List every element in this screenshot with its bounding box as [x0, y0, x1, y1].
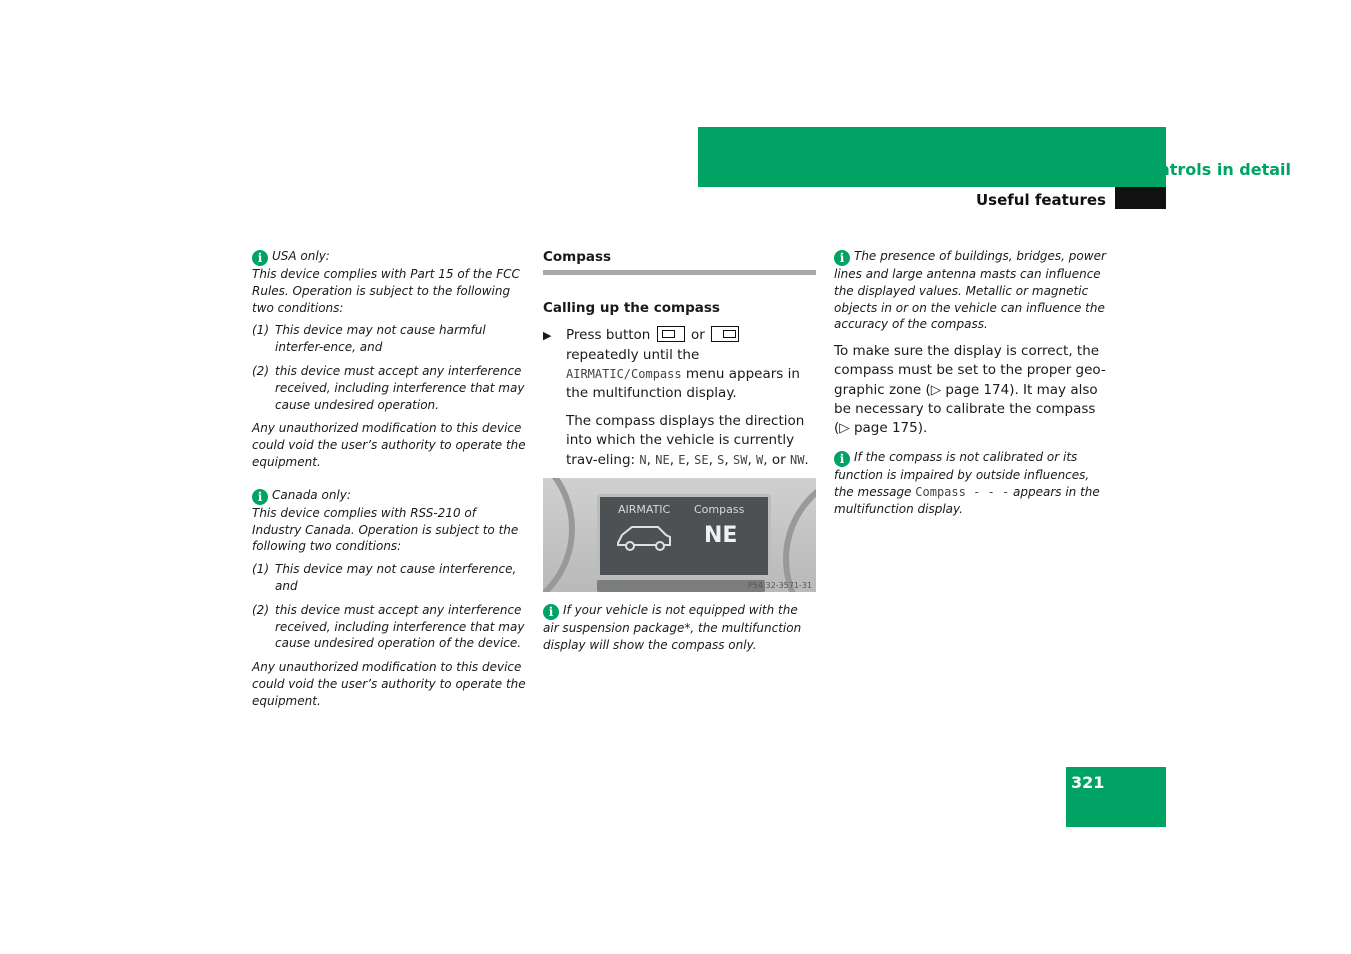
list-item: (2) this device must accept any interference received, including interference that may cause undesired operation of the device.: [252, 602, 525, 651]
canada-intro: This device complies with RSS-210 of Industry Canada. Operation is subject to the following two conditions:: [252, 505, 519, 554]
instrument-cluster-figure: [543, 478, 816, 592]
usa-note: [252, 248, 527, 471]
display-label-compass: Compass: [694, 502, 745, 516]
canada-label: Canada only:: [272, 487, 351, 502]
canada-note: [252, 487, 527, 710]
header-tab-marker: [1115, 187, 1166, 209]
air-suspension-note: i If your vehicle is not equipped with the air suspension package*, the multifunction display will show the compass only.: [543, 602, 802, 652]
header-sub-bar: [698, 187, 1166, 211]
bullet-arrow-icon: ▶: [543, 329, 552, 343]
info-icon: i: [834, 250, 850, 266]
menu-name: AIRMATIC/Compass: [566, 366, 682, 381]
display-label-airmatic: AIRMATIC: [618, 502, 671, 516]
info-icon: i: [252, 250, 268, 266]
info-icon: i: [834, 451, 850, 467]
compass-heading: Compass: [543, 249, 612, 265]
gauge-left: [543, 478, 575, 592]
calibration-message: Compass - - -: [915, 485, 1010, 499]
display-lower-panel: [597, 580, 765, 592]
canada-conditions: [252, 561, 527, 652]
usa-footer: Any unauthorized modification to this device could void the user’s authority to operate the equipment.: [252, 421, 526, 469]
calling-heading: Calling up the compass: [543, 300, 720, 317]
influence-note: i The presence of buildings, bridges, power lines and large antenna masts can influence the displayed values. Metallic or magnetic objects in or on the vehicle can influence the accuracy of the compass.: [834, 249, 1106, 332]
page-number: 321: [1071, 773, 1105, 792]
vehicle-icon: [614, 523, 674, 553]
header-bar: [698, 127, 1166, 187]
zone-text: To make sure the display is correct, the compass must be set to the proper geo-graphic zone (▷ page 174). It may also be necessary to calibrate the compass (▷ page 175).: [834, 343, 1106, 436]
column-left: [252, 248, 527, 710]
gauge-right: [783, 478, 816, 592]
list-item: (1) This device may not cause harmful interfer-ence, and: [252, 323, 486, 355]
list-item: (2) this device must accept any interference received, including interference that may cause undesired operation.: [252, 363, 525, 412]
directions-text: The compass displays the direction into which the vehicle is currently trav-eling: N, NE, E, SE, S, SW, W, or NW.: [566, 413, 809, 468]
calibration-note: i If the compass is not calibrated or its function is impaired by outside influences, the message Compass - - - appears in the multifunction display.: [834, 450, 1100, 516]
display-direction: NE: [704, 522, 738, 548]
canada-footer: Any unauthorized modification to this device could void the user’s authority to operate the equipment.: [252, 660, 526, 708]
multifunction-display: [597, 494, 771, 578]
usa-conditions: [252, 322, 527, 413]
display-next-button-icon: [657, 326, 685, 342]
section-subtitle: Useful features: [975, 191, 1106, 209]
info-icon: i: [252, 489, 268, 505]
usa-intro: This device complies with Part 15 of the FCC Rules. Operation is subject to the following two conditions:: [252, 267, 520, 315]
instruction-step: ▶ Press button or repeatedly until the AIRMATIC/Compass menu appears in the multifunction display. The compass displays the direction into which the vehicle is currently trav-eling: N, NE, E, SE, S, SW, W, or NW.: [543, 326, 816, 469]
usa-label: USA only:: [272, 249, 330, 263]
figure-code: P54.32-3571-31: [747, 580, 812, 590]
section-title: Controls in detail: [1135, 160, 1291, 179]
info-icon: i: [543, 604, 559, 620]
display-prev-button-icon: [711, 326, 739, 342]
column-right: [834, 248, 1106, 518]
column-middle: [543, 248, 816, 653]
list-item: (1) This device may not cause interference, and: [252, 562, 517, 593]
heading-rule: [543, 270, 816, 275]
